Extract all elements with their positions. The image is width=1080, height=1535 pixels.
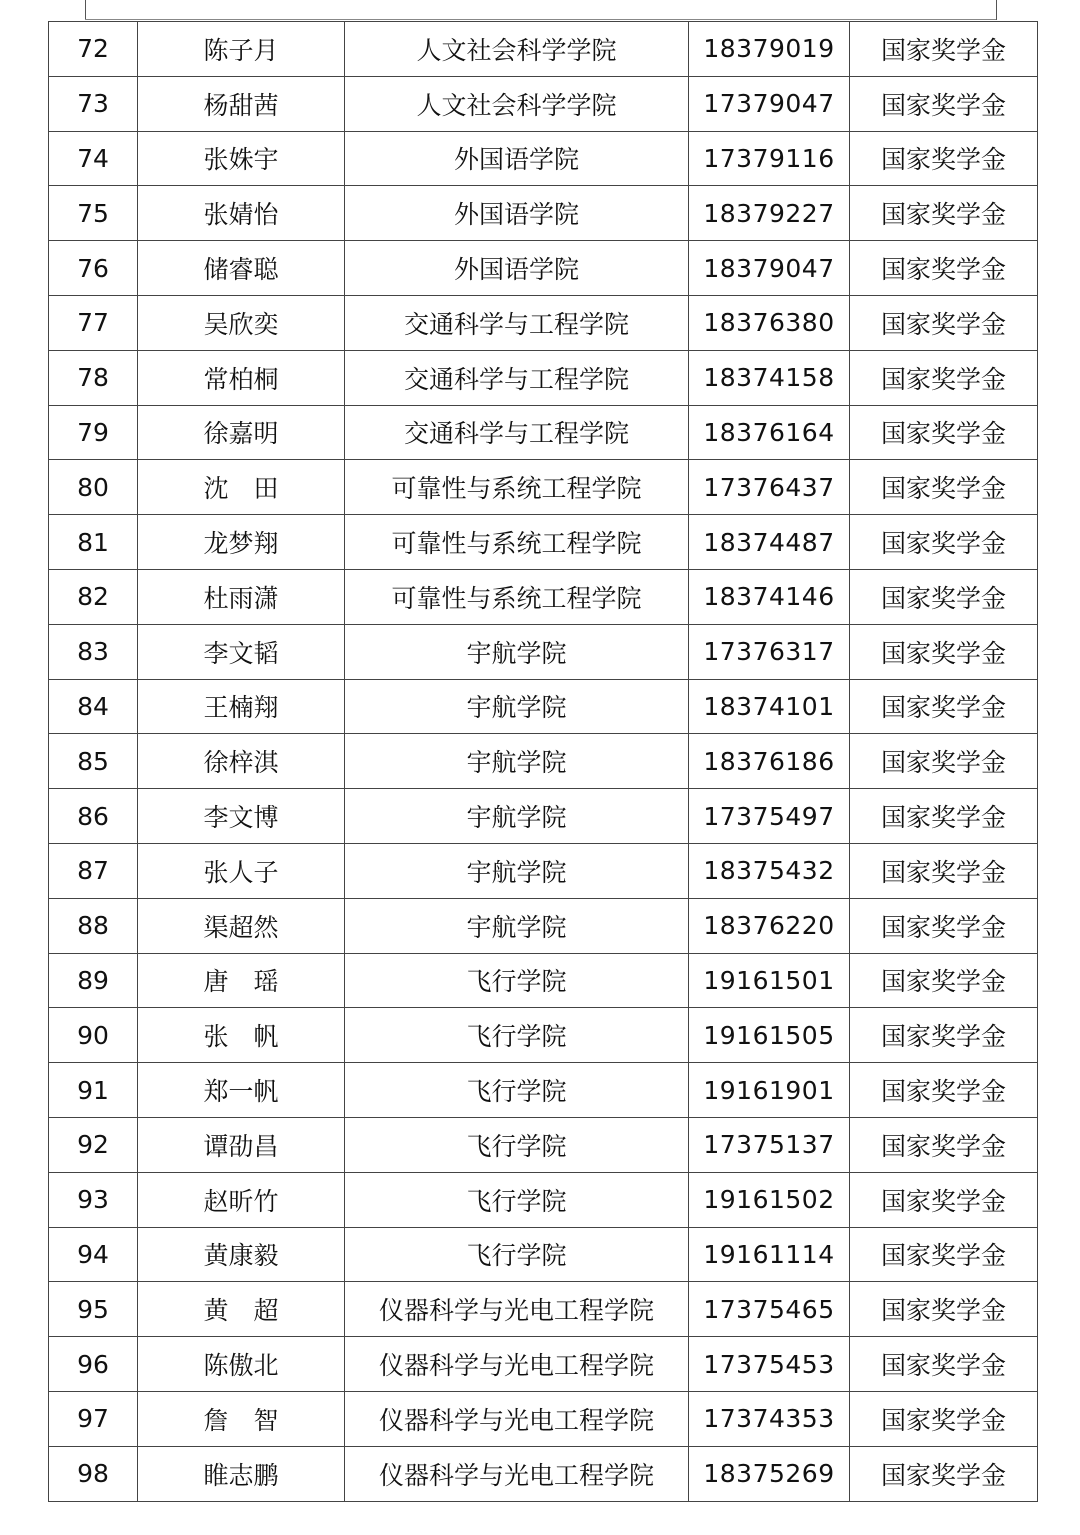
student-id-cell: 19161114	[689, 1227, 850, 1282]
table-row	[49, 734, 1038, 789]
college-cell: 交通科学与工程学院	[345, 405, 689, 460]
college-cell: 宇航学院	[345, 624, 689, 679]
student-name-cell: 张姝宇	[138, 131, 345, 186]
table-row	[49, 1282, 1038, 1337]
award-cell: 国家奖学金	[850, 515, 1038, 570]
table-row	[49, 843, 1038, 898]
table-row	[49, 131, 1038, 186]
student-name-cell: 睢志鹏	[138, 1446, 345, 1501]
student-id-cell: 17376437	[689, 460, 850, 515]
table-row	[49, 679, 1038, 734]
previous-page-right-edge	[996, 0, 997, 20]
award-cell: 国家奖学金	[850, 1172, 1038, 1227]
student-name-cell: 王楠翔	[138, 679, 345, 734]
student-name-cell: 徐梓淇	[138, 734, 345, 789]
college-cell: 飞行学院	[345, 1117, 689, 1172]
table-row	[49, 1391, 1038, 1446]
table-row	[49, 350, 1038, 405]
award-cell: 国家奖学金	[850, 405, 1038, 460]
student-name-cell: 唐 瑶	[138, 953, 345, 1008]
award-cell: 国家奖学金	[850, 1282, 1038, 1337]
table-row	[49, 76, 1038, 131]
award-cell: 国家奖学金	[850, 953, 1038, 1008]
student-id-cell: 18376220	[689, 898, 850, 953]
student-id-cell: 17375497	[689, 789, 850, 844]
college-cell: 仪器科学与光电工程学院	[345, 1446, 689, 1501]
student-id-cell: 18379227	[689, 186, 850, 241]
table-row	[49, 569, 1038, 624]
student-name-cell: 张 帆	[138, 1008, 345, 1063]
student-id-cell: 17375453	[689, 1337, 850, 1392]
student-name-cell: 李文博	[138, 789, 345, 844]
student-name-cell: 詹 智	[138, 1391, 345, 1446]
table-row	[49, 460, 1038, 515]
award-cell: 国家奖学金	[850, 186, 1038, 241]
college-cell: 可靠性与系统工程学院	[345, 515, 689, 570]
row-number-cell: 83	[49, 624, 138, 679]
student-name-cell: 赵昕竹	[138, 1172, 345, 1227]
table-row	[49, 241, 1038, 296]
student-name-cell: 张婧怡	[138, 186, 345, 241]
student-id-cell: 17376317	[689, 624, 850, 679]
student-name-cell: 吴欣奕	[138, 295, 345, 350]
table-row	[49, 515, 1038, 570]
student-id-cell: 18374158	[689, 350, 850, 405]
college-cell: 飞行学院	[345, 1008, 689, 1063]
row-number-cell: 77	[49, 295, 138, 350]
student-name-cell: 陈傲北	[138, 1337, 345, 1392]
award-cell: 国家奖学金	[850, 460, 1038, 515]
table-row	[49, 1337, 1038, 1392]
student-name-cell: 郑一帆	[138, 1063, 345, 1118]
student-id-cell: 19161901	[689, 1063, 850, 1118]
college-cell: 仪器科学与光电工程学院	[345, 1282, 689, 1337]
row-number-cell: 87	[49, 843, 138, 898]
student-id-cell: 17375137	[689, 1117, 850, 1172]
award-cell: 国家奖学金	[850, 1227, 1038, 1282]
row-number-cell: 72	[49, 22, 138, 77]
college-cell: 宇航学院	[345, 679, 689, 734]
previous-page-left-edge	[85, 0, 86, 20]
award-cell: 国家奖学金	[850, 843, 1038, 898]
row-number-cell: 80	[49, 460, 138, 515]
student-name-cell: 徐嘉明	[138, 405, 345, 460]
row-number-cell: 95	[49, 1282, 138, 1337]
table-row	[49, 1063, 1038, 1118]
student-id-cell: 18376164	[689, 405, 850, 460]
college-cell: 飞行学院	[345, 1172, 689, 1227]
student-id-cell: 18374487	[689, 515, 850, 570]
table-row	[49, 1227, 1038, 1282]
table-row	[49, 1008, 1038, 1063]
student-id-cell: 17375465	[689, 1282, 850, 1337]
student-id-cell: 18379019	[689, 22, 850, 77]
row-number-cell: 92	[49, 1117, 138, 1172]
student-name-cell: 黄康毅	[138, 1227, 345, 1282]
student-name-cell: 沈 田	[138, 460, 345, 515]
award-cell: 国家奖学金	[850, 569, 1038, 624]
row-number-cell: 76	[49, 241, 138, 296]
college-cell: 飞行学院	[345, 953, 689, 1008]
college-cell: 交通科学与工程学院	[345, 350, 689, 405]
student-id-cell: 18379047	[689, 241, 850, 296]
award-cell: 国家奖学金	[850, 898, 1038, 953]
row-number-cell: 96	[49, 1337, 138, 1392]
student-id-cell: 17379047	[689, 76, 850, 131]
college-cell: 外国语学院	[345, 241, 689, 296]
student-id-cell: 17374353	[689, 1391, 850, 1446]
row-number-cell: 78	[49, 350, 138, 405]
award-cell: 国家奖学金	[850, 1391, 1038, 1446]
student-name-cell: 陈子月	[138, 22, 345, 77]
college-cell: 人文社会科学学院	[345, 76, 689, 131]
row-number-cell: 79	[49, 405, 138, 460]
college-cell: 宇航学院	[345, 843, 689, 898]
award-cell: 国家奖学金	[850, 76, 1038, 131]
student-id-cell: 18375269	[689, 1446, 850, 1501]
row-number-cell: 98	[49, 1446, 138, 1501]
table-row	[49, 405, 1038, 460]
row-number-cell: 73	[49, 76, 138, 131]
college-cell: 交通科学与工程学院	[345, 295, 689, 350]
college-cell: 外国语学院	[345, 131, 689, 186]
table-body	[49, 22, 1038, 1502]
scholarship-recipient-table	[48, 21, 1038, 1502]
student-name-cell: 李文韬	[138, 624, 345, 679]
award-cell: 国家奖学金	[850, 1337, 1038, 1392]
student-name-cell: 常柏桐	[138, 350, 345, 405]
student-id-cell: 17379116	[689, 131, 850, 186]
award-cell: 国家奖学金	[850, 1008, 1038, 1063]
table-row	[49, 953, 1038, 1008]
table-row	[49, 624, 1038, 679]
row-number-cell: 89	[49, 953, 138, 1008]
college-cell: 可靠性与系统工程学院	[345, 460, 689, 515]
student-id-cell: 18376186	[689, 734, 850, 789]
college-cell: 宇航学院	[345, 898, 689, 953]
award-cell: 国家奖学金	[850, 131, 1038, 186]
student-id-cell: 18374101	[689, 679, 850, 734]
student-id-cell: 19161501	[689, 953, 850, 1008]
award-cell: 国家奖学金	[850, 624, 1038, 679]
award-cell: 国家奖学金	[850, 679, 1038, 734]
college-cell: 仪器科学与光电工程学院	[345, 1337, 689, 1392]
student-name-cell: 黄 超	[138, 1282, 345, 1337]
table-row	[49, 295, 1038, 350]
table-row	[49, 898, 1038, 953]
student-name-cell: 龙梦翔	[138, 515, 345, 570]
table-row	[49, 1117, 1038, 1172]
row-number-cell: 97	[49, 1391, 138, 1446]
row-number-cell: 85	[49, 734, 138, 789]
row-number-cell: 93	[49, 1172, 138, 1227]
row-number-cell: 91	[49, 1063, 138, 1118]
college-cell: 宇航学院	[345, 789, 689, 844]
previous-page-bottom-edge	[85, 19, 996, 20]
award-cell: 国家奖学金	[850, 295, 1038, 350]
student-name-cell: 张人子	[138, 843, 345, 898]
student-id-cell: 18375432	[689, 843, 850, 898]
student-name-cell: 谭劭昌	[138, 1117, 345, 1172]
award-cell: 国家奖学金	[850, 789, 1038, 844]
college-cell: 人文社会科学学院	[345, 22, 689, 77]
award-cell: 国家奖学金	[850, 241, 1038, 296]
student-id-cell: 18376380	[689, 295, 850, 350]
college-cell: 宇航学院	[345, 734, 689, 789]
row-number-cell: 74	[49, 131, 138, 186]
row-number-cell: 94	[49, 1227, 138, 1282]
table-row	[49, 1446, 1038, 1501]
row-number-cell: 75	[49, 186, 138, 241]
college-cell: 飞行学院	[345, 1227, 689, 1282]
award-cell: 国家奖学金	[850, 22, 1038, 77]
student-name-cell: 杜雨潇	[138, 569, 345, 624]
college-cell: 可靠性与系统工程学院	[345, 569, 689, 624]
row-number-cell: 90	[49, 1008, 138, 1063]
table-row	[49, 22, 1038, 77]
award-cell: 国家奖学金	[850, 1117, 1038, 1172]
student-name-cell: 渠超然	[138, 898, 345, 953]
row-number-cell: 81	[49, 515, 138, 570]
row-number-cell: 88	[49, 898, 138, 953]
student-id-cell: 18374146	[689, 569, 850, 624]
row-number-cell: 82	[49, 569, 138, 624]
table-row	[49, 1172, 1038, 1227]
table-row	[49, 789, 1038, 844]
college-cell: 外国语学院	[345, 186, 689, 241]
college-cell: 飞行学院	[345, 1063, 689, 1118]
student-id-cell: 19161505	[689, 1008, 850, 1063]
award-cell: 国家奖学金	[850, 1063, 1038, 1118]
row-number-cell: 84	[49, 679, 138, 734]
student-id-cell: 19161502	[689, 1172, 850, 1227]
student-name-cell: 储睿聪	[138, 241, 345, 296]
table-row	[49, 186, 1038, 241]
college-cell: 仪器科学与光电工程学院	[345, 1391, 689, 1446]
award-cell: 国家奖学金	[850, 1446, 1038, 1501]
row-number-cell: 86	[49, 789, 138, 844]
award-cell: 国家奖学金	[850, 350, 1038, 405]
award-cell: 国家奖学金	[850, 734, 1038, 789]
student-name-cell: 杨甜茜	[138, 76, 345, 131]
